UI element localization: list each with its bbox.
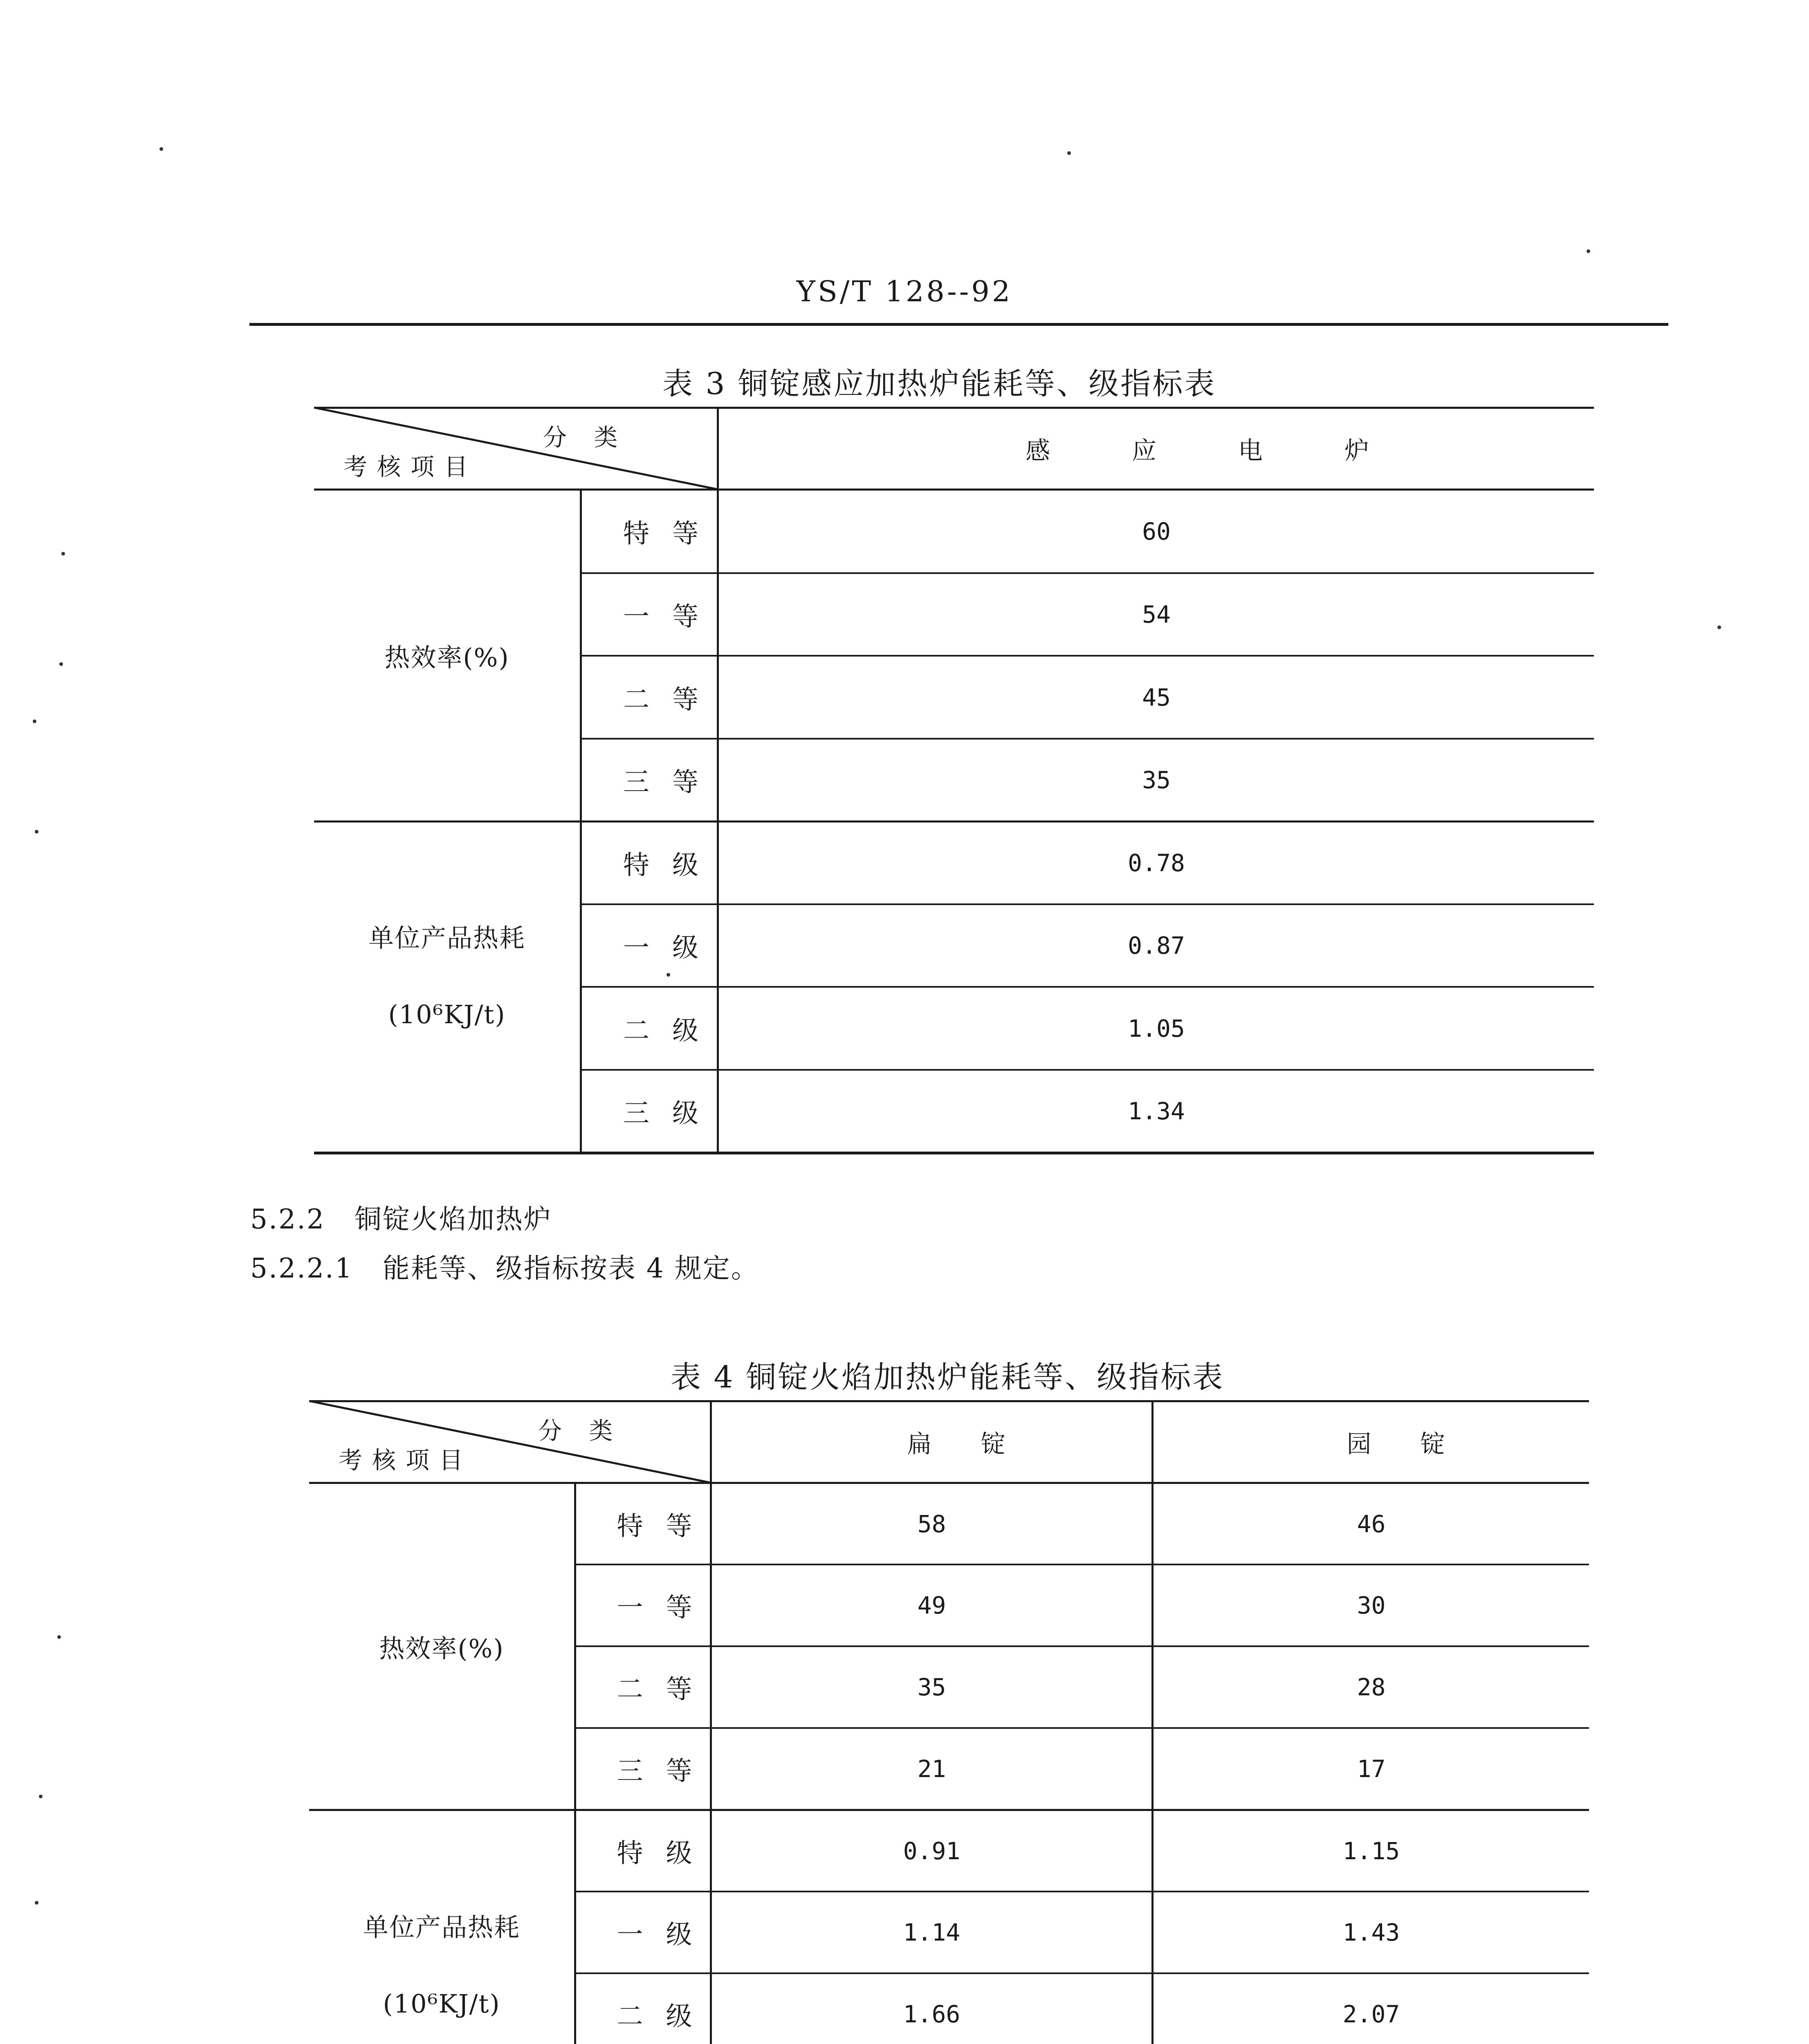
scan-speck <box>61 552 65 556</box>
table4-corner-top: 分 类 <box>538 1417 623 1445</box>
scan-speck <box>1587 249 1590 253</box>
table4-column-header-round-ingot: 园锭 <box>1347 1430 1494 1459</box>
table4-grade: 三等 <box>617 1756 715 1786</box>
section-text: 铜锭火焰加热炉 <box>354 1204 552 1235</box>
table4-value-round: 28 <box>1357 1673 1386 1701</box>
table3-grade: 特等 <box>623 519 721 549</box>
table3-grade: 特级 <box>623 850 721 881</box>
table4 <box>309 1400 1589 2044</box>
table3-item-thermal-efficiency: 热效率(%) <box>384 643 509 672</box>
table3-grade: 一级 <box>623 933 721 963</box>
section-number: 5.2.2 <box>250 1204 325 1235</box>
table3-grade: 二等 <box>623 684 721 715</box>
table4-value-round: 1.43 <box>1342 1918 1400 1946</box>
table4-value-flat: 0.91 <box>903 1837 961 1865</box>
section-text: 能耗等、级指标按表 4 规定。 <box>382 1253 759 1284</box>
section-5-2-2 <box>250 1206 552 1233</box>
table4-grade: 特等 <box>617 1511 715 1542</box>
scan-speck <box>1717 625 1721 629</box>
table4-value-flat: 1.66 <box>903 2000 961 2028</box>
table4-value-flat: 58 <box>917 1510 946 1538</box>
table4-value-flat: 1.14 <box>903 1918 961 1946</box>
table4-corner-bottom: 考核项目 <box>339 1446 473 1474</box>
table3-grade: 二级 <box>623 1015 721 1046</box>
table3-grade: 三级 <box>623 1098 721 1129</box>
scan-speck <box>35 1901 38 1905</box>
table4-title: 表 4 铜锭火焰加热炉能耗等、级指标表 <box>671 1360 1225 1395</box>
scan-speck <box>35 830 38 834</box>
table4-value-flat: 35 <box>917 1673 946 1701</box>
table3-column-header: 感应电炉 <box>1026 436 1451 465</box>
table3-corner-top: 分 类 <box>543 424 628 451</box>
scan-speck <box>57 1635 61 1639</box>
table4-grade: 特级 <box>617 1838 715 1869</box>
table3-value: 1.05 <box>1128 1014 1185 1042</box>
table4-grade: 一级 <box>617 1920 715 1950</box>
table4-column-header-flat-ingot: 扁锭 <box>907 1430 1055 1459</box>
table4-value-flat: 21 <box>917 1755 946 1783</box>
table3-grade: 三等 <box>623 767 721 798</box>
table3-value: 0.87 <box>1128 932 1185 959</box>
table3-value: 35 <box>1142 766 1171 794</box>
section-5-2-2-1 <box>250 1255 759 1282</box>
scan-speck <box>159 147 163 151</box>
table3-value: 45 <box>1142 683 1171 711</box>
table4-grade: 二等 <box>617 1674 715 1705</box>
table3-value: 60 <box>1142 518 1171 545</box>
header-rule <box>249 323 1668 326</box>
scan-speck <box>39 1795 43 1798</box>
scan-speck <box>59 662 63 666</box>
table4-value-round: 30 <box>1357 1591 1386 1619</box>
table4-grade: 一等 <box>617 1593 715 1623</box>
table4-item-thermal-efficiency: 热效率(%) <box>379 1634 504 1663</box>
table3-item-unit: (10⁶KJ/t) <box>388 1000 506 1029</box>
table4-value-flat: 49 <box>917 1591 946 1619</box>
table3-value: 54 <box>1142 601 1171 628</box>
table4-grade: 二级 <box>617 2001 715 2032</box>
scan-speck <box>1067 151 1071 155</box>
table4-value-round: 2.07 <box>1342 2000 1400 2028</box>
table3-item-unit-heat-consumption: 单位产品热耗 <box>368 923 525 953</box>
section-number: 5.2.2.1 <box>250 1253 353 1284</box>
table3 <box>314 407 1594 1155</box>
table4-value-round: 46 <box>1357 1510 1386 1538</box>
table4-value-round: 1.15 <box>1342 1837 1400 1865</box>
scan-speck <box>33 719 36 723</box>
table3-value: 0.78 <box>1128 849 1185 877</box>
table4-item-unit: (10⁶KJ/t) <box>383 1989 501 2019</box>
table3-grade: 一等 <box>623 602 721 632</box>
standard-code: YS/T 128--92 <box>796 275 1013 308</box>
table3-value: 1.34 <box>1128 1097 1185 1125</box>
table3-corner-bottom: 考核项目 <box>343 453 478 481</box>
table3-bottom-rule <box>314 1152 1594 1154</box>
table4-item-unit-heat-consumption: 单位产品热耗 <box>363 1912 520 1942</box>
table3-title: 表 3 铜锭感应加热炉能耗等、级指标表 <box>662 366 1216 401</box>
scan-speck <box>667 973 670 977</box>
table4-value-round: 17 <box>1357 1755 1386 1783</box>
